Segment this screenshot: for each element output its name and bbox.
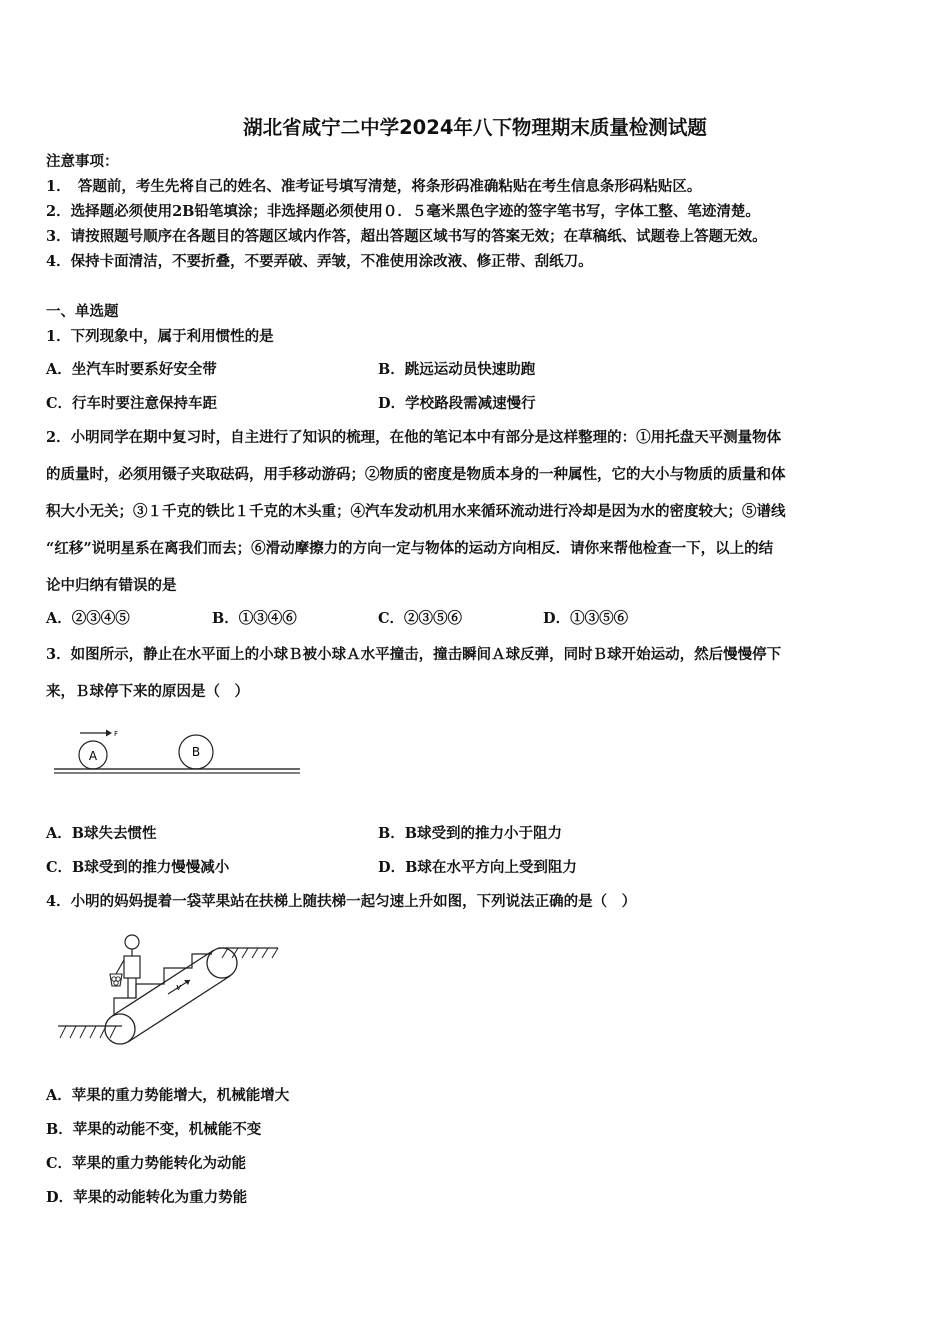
q2-line-2: 的质量时，必须用镊子夹取砝码，用手移动游码；②物质的密度是物质本身的一种属性，它的大小与物质的质量和体 [46,466,786,483]
ball-a-label: A [88,749,98,763]
q2-option-d[interactable]: D．①③⑤⑥ [543,610,629,627]
q2-option-a[interactable]: A．②③④⑤ [46,610,130,627]
force-arrow-head [106,730,112,737]
q2-option-b[interactable]: B．①③④⑥ [212,610,297,627]
notice-item-2: 2．选择题必须使用2B铅笔填涂；非选择题必须使用０．５毫米黑色字迹的签字笔书写，字体工整、笔迹清楚。 [46,203,760,220]
q1-option-c[interactable]: C．行车时要注意保持车距 [46,395,218,412]
q2-line-3: 积大小无关；③１千克的铁比１千克的木头重；④汽车发动机用水来循环流动进行冷却是因为水的密度较大；⑤谱线 [46,503,786,520]
q1-option-a[interactable]: A．坐汽车时要系好安全带 [46,361,217,378]
q3-line-1: 3．如图所示，静止在水平面上的小球Ｂ被小球Ａ水平撞击，撞击瞬间Ａ球反弹，同时Ｂ球开始运动，然后慢慢停下 [46,646,782,663]
q4-figure-escalator [52,928,284,1048]
lower-roller [105,1014,135,1044]
notice-item-4: 4．保持卡面清洁，不要折叠，不要弄破、弄皱，不准使用涂改液、修正带、刮纸刀。 [46,253,593,270]
ball-b-label: B [191,745,201,759]
q4-option-d[interactable]: D．苹果的动能转化为重力势能 [46,1189,248,1206]
q3-option-a[interactable]: A．B球失去惯性 [46,825,157,842]
q4-stem: 4．小明的妈妈提着一袋苹果站在扶梯上随扶梯一起匀速上升如图，下列说法正确的是（ ） [46,893,637,910]
section-heading: 一、单选题 [46,303,119,320]
belt-top [112,950,214,1016]
person-body [124,956,140,978]
q3-option-b[interactable]: B．B球受到的推力小于阻力 [378,825,563,842]
q2-line-5: 论中归纳有错误的是 [46,577,177,594]
notice-item-3: 3．请按照题号顺序在各题目的答题区域内作答，超出答题区域书写的答案无效；在草稿纸、试题卷上答题无效。 [46,228,767,245]
q1-option-d[interactable]: D．学校路段需减速慢行 [378,395,536,412]
notice-item-1: 1． 答题前，考生先将自己的姓名、准考证号填写清楚，将条形码准确粘贴在考生信息条形码粘贴区。 [46,178,702,195]
q4-option-b[interactable]: B．苹果的动能不变，机械能不变 [46,1121,262,1138]
velocity-arrow-head [184,980,190,985]
apple-3 [114,981,118,985]
person-arm [116,960,124,974]
velocity-label: v [176,983,182,993]
q4-option-a[interactable]: A．苹果的重力势能增大，机械能增大 [46,1087,290,1104]
q2-line-4: “红移”说明星系在离我们而去；⑥滑动摩擦力的方向一定与物体的运动方向相反．请你来帮他检查一下，以上的结 [46,540,774,557]
q2-line-1: 2．小明同学在期中复习时，自主进行了知识的梳理，在他的笔记本中有部分是这样整理的：①用托盘天平测量物体 [46,429,782,446]
notice-heading: 注意事项： [46,153,119,170]
person-head [125,935,139,949]
q2-option-c[interactable]: C．②③⑤⑥ [378,610,463,627]
q3-figure-balls [48,724,308,780]
q4-option-c[interactable]: C．苹果的重力势能转化为动能 [46,1155,247,1172]
q3-option-c[interactable]: C．B球受到的推力慢慢减小 [46,859,230,876]
q1-option-b[interactable]: B．跳远运动员快速助跑 [378,361,536,378]
q1-stem: 1．下列现象中，属于利用惯性的是 [46,328,274,345]
q3-option-d[interactable]: D．B球在水平方向上受到阻力 [378,859,577,876]
force-arrow-label: F [114,730,119,738]
upper-roller [207,948,237,978]
exam-title: 湖北省咸宁二中学2024年八下物理期末质量检测试题 [243,116,707,139]
q3-line-2: 来，Ｂ球停下来的原因是（ ） [46,683,249,700]
